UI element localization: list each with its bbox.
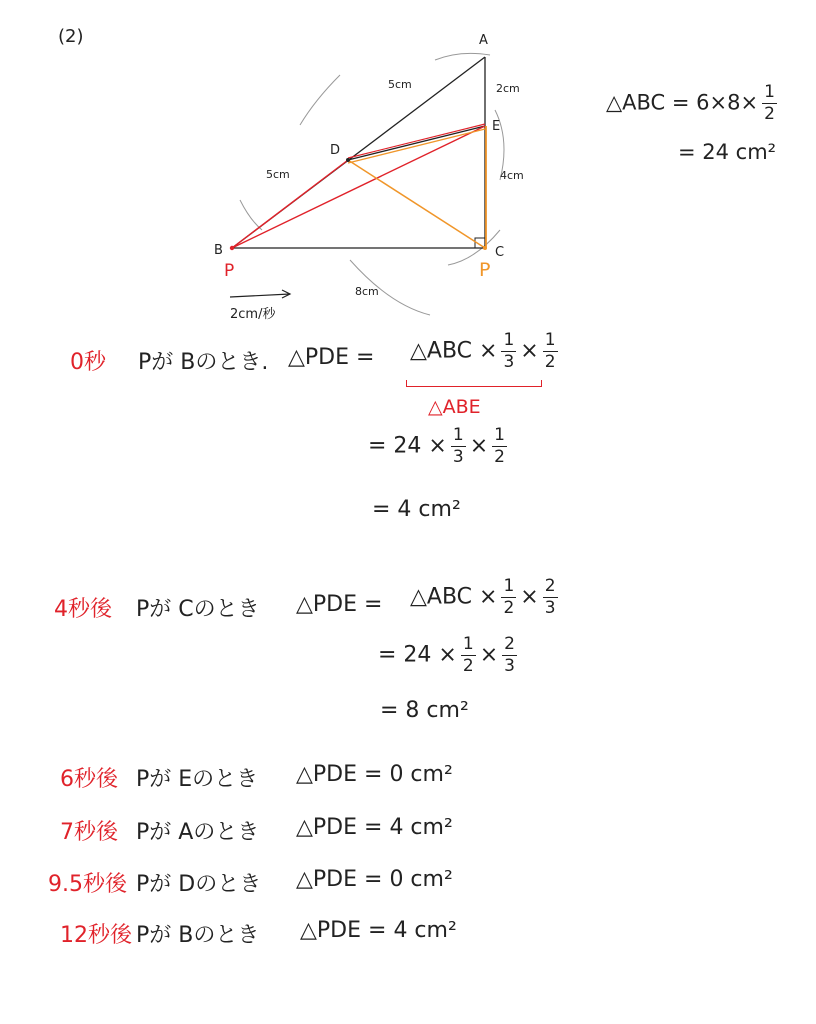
speed-arrow xyxy=(230,294,290,297)
fraction: $\frac{2}{3}$ xyxy=(504,634,515,676)
expression-line-3: = 4 cm² xyxy=(372,497,461,522)
time-label: 0秒 xyxy=(70,350,106,375)
segment-de xyxy=(348,126,485,160)
condition-label: Pが Cのとき xyxy=(136,597,260,622)
length-db: 5cm xyxy=(266,168,290,181)
condition-label: Pが Eのとき xyxy=(136,767,259,792)
expression-line-2: = 24 × $\frac{1}{3}$ × $\frac{1}{2}$ xyxy=(368,425,505,467)
pde-lhs: △PDE = xyxy=(296,592,383,617)
problem-number: (2) xyxy=(58,26,84,47)
speed-label: 2cm/秒 xyxy=(230,307,276,322)
red-segment-de xyxy=(348,124,485,158)
fraction: $\frac{1}{2}$ xyxy=(494,425,505,467)
time-label: 4秒後 xyxy=(54,597,112,622)
vertex-dot-c xyxy=(483,246,487,250)
length-ec: 4cm xyxy=(500,169,524,182)
condition-label: Pが Bのとき xyxy=(136,923,260,948)
vertex-label-e: E xyxy=(492,119,501,134)
point-p-at-c: P xyxy=(479,259,491,281)
area-abc-line-2: = 24 cm² xyxy=(678,140,777,164)
length-ad: 5cm xyxy=(388,78,412,91)
vertex-label-d: D xyxy=(330,143,341,158)
fraction: $\frac{2}{3}$ xyxy=(544,576,556,618)
length-bc: 8cm xyxy=(355,285,379,298)
expression-line-2: = 24 × $\frac{1}{2}$ × $\frac{2}{3}$ xyxy=(378,634,515,676)
red-segment-bd xyxy=(232,160,348,248)
pde-result: △PDE = 0 cm² xyxy=(296,762,453,787)
condition-label: Pが Bのとき. xyxy=(138,350,269,375)
bracket-underline xyxy=(406,380,542,387)
arc-mark xyxy=(300,75,340,125)
expression-line-1: △ABC × $\frac{1}{2}$ × $\frac{2}{3}$ xyxy=(410,576,556,618)
note-abe: △ABE xyxy=(428,396,481,418)
pde-result: △PDE = 4 cm² xyxy=(300,918,457,943)
pde-result: △PDE = 0 cm² xyxy=(296,867,453,892)
fraction: $\frac{1}{3}$ xyxy=(452,425,464,467)
vertex-label-c: C xyxy=(495,245,505,260)
condition-label: Pが Dのとき xyxy=(136,872,262,897)
red-segment-be xyxy=(232,126,485,248)
point-p-at-b: P xyxy=(224,261,235,281)
time-label: 7秒後 xyxy=(60,820,118,845)
arc-mark xyxy=(240,200,262,230)
fraction: $\frac{1}{2}$ xyxy=(544,330,556,372)
area-abc-line-1 xyxy=(606,84,781,123)
fraction: $\frac{1}{2}$ xyxy=(462,634,474,676)
fraction: $\frac{1}{3}$ xyxy=(503,330,515,372)
expression-line-1: △ABC × $\frac{1}{3}$ × $\frac{1}{2}$ xyxy=(410,330,556,372)
pde-result: △PDE = 4 cm² xyxy=(296,815,453,840)
time-label: 12秒後 xyxy=(60,923,132,948)
triangle-figure xyxy=(200,30,540,330)
area-abc-expression: △ABC = 6×8× xyxy=(606,90,759,115)
orange-segment-dc xyxy=(348,160,485,248)
length-ae: 2cm xyxy=(496,82,520,95)
vertex-dot-b xyxy=(230,246,234,250)
pde-lhs: △PDE = xyxy=(288,345,375,370)
time-label: 9.5秒後 xyxy=(48,872,127,897)
vertex-dot-d xyxy=(346,158,350,162)
vertex-label-a: A xyxy=(479,33,488,48)
fraction: $\frac{1}{2}$ xyxy=(764,82,775,124)
condition-label: Pが Aのとき xyxy=(136,820,260,845)
time-label: 6秒後 xyxy=(60,767,118,792)
orange-segment-de xyxy=(348,129,485,163)
vertex-label-b: B xyxy=(214,243,223,258)
fraction: $\frac{1}{2}$ xyxy=(503,576,515,618)
expression-line-3: = 8 cm² xyxy=(380,698,469,723)
